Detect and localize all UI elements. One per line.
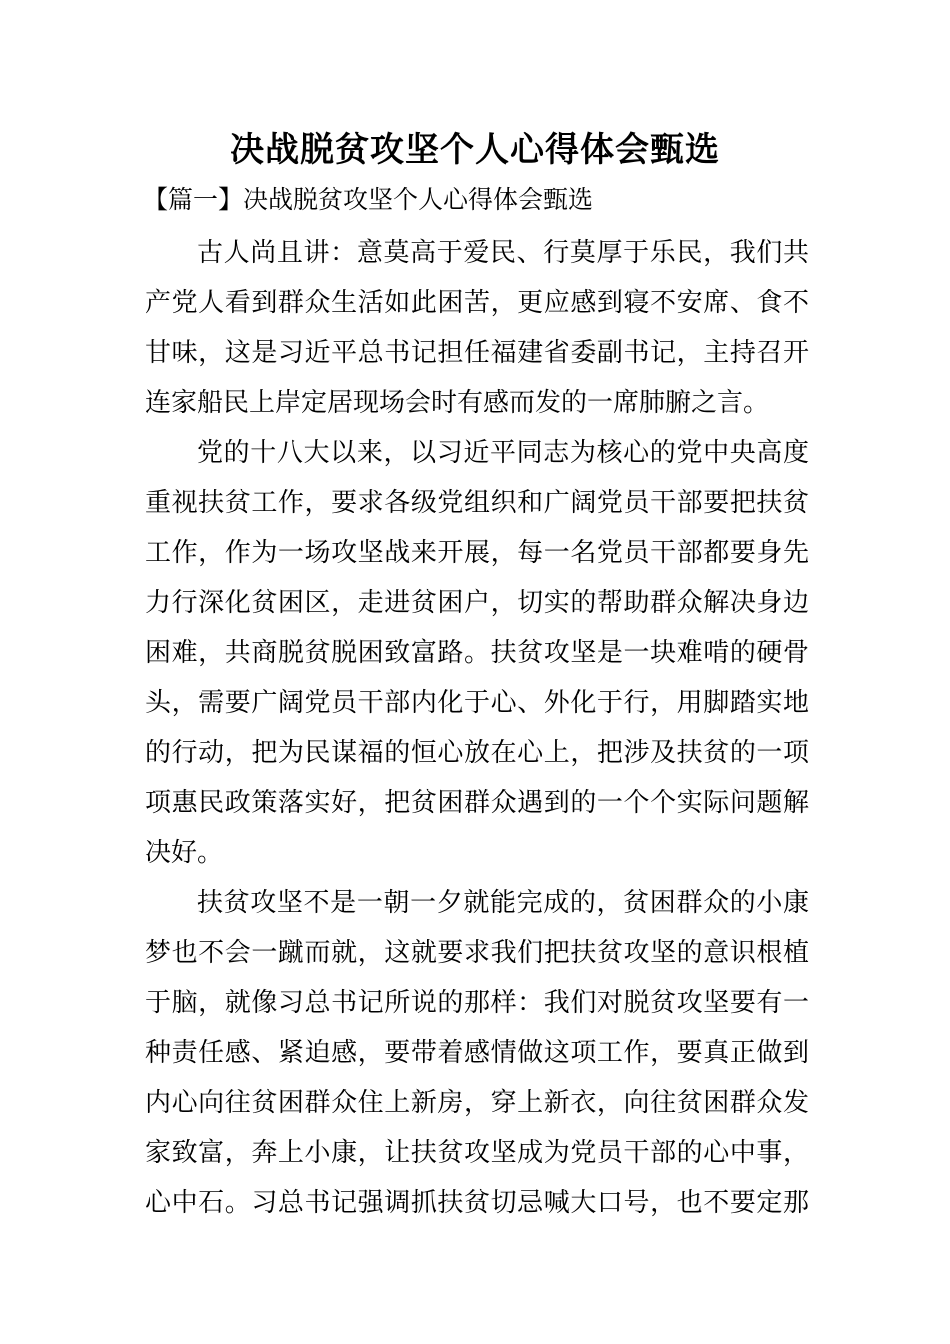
document-body: [145, 228, 809, 1228]
text-line: 产党人看到群众生活如此困苦，更应感到寝不安席、食不: [145, 288, 809, 318]
text-line: 心中石。习总书记强调抓扶贫切忌喊大口号，也不要定那: [145, 1188, 809, 1218]
text-line: 党的十八大以来，以习近平同志为核心的党中央高度: [197, 438, 809, 468]
document-title: 决战脱贫攻坚个人心得体会甄选: [230, 130, 720, 170]
text-line: 头，需要广阔党员干部内化于心、外化于行，用脚踏实地: [145, 688, 809, 718]
text-line: 家致富，奔上小康，让扶贫攻坚成为党员干部的心中事，: [145, 1138, 809, 1168]
text-line: 甘味，这是习近平总书记担任福建省委副书记，主持召开: [145, 338, 809, 368]
text-line: 的行动，把为民谋福的恒心放在心上，把涉及扶贫的一项: [145, 738, 809, 768]
text-line: 种责任感、紧迫感，要带着感情做这项工作，要真正做到: [145, 1038, 809, 1068]
text-line: 力行深化贫困区，走进贫困户，切实的帮助群众解决身边: [145, 588, 809, 618]
text-line: 决好。: [145, 838, 224, 868]
section-heading: 【篇一】决战脱贫攻坚个人心得体会甄选: [143, 185, 594, 214]
text-line: 古人尚且讲：意莫高于爱民、行莫厚于乐民，我们共: [197, 238, 809, 268]
text-line: 连家船民上岸定居现场会时有感而发的一席肺腑之言。: [145, 388, 770, 418]
text-line: 梦也不会一蹴而就，这就要求我们把扶贫攻坚的意识根植: [145, 938, 809, 968]
text-line: 内心向往贫困群众住上新房，穿上新衣，向往贫困群众发: [145, 1088, 809, 1118]
text-line: 项惠民政策落实好，把贫困群众遇到的一个个实际问题解: [145, 788, 809, 818]
text-line: 扶贫攻坚不是一朝一夕就能完成的，贫困群众的小康: [197, 888, 809, 918]
text-line: 重视扶贫工作，要求各级党组织和广阔党员干部要把扶贫: [145, 488, 809, 518]
text-line: 工作，作为一场攻坚战来开展，每一名党员干部都要身先: [145, 538, 809, 568]
text-line: 困难，共商脱贫脱困致富路。扶贫攻坚是一块难啃的硬骨: [145, 638, 809, 668]
text-line: 于脑，就像习总书记所说的那样：我们对脱贫攻坚要有一: [145, 988, 809, 1018]
